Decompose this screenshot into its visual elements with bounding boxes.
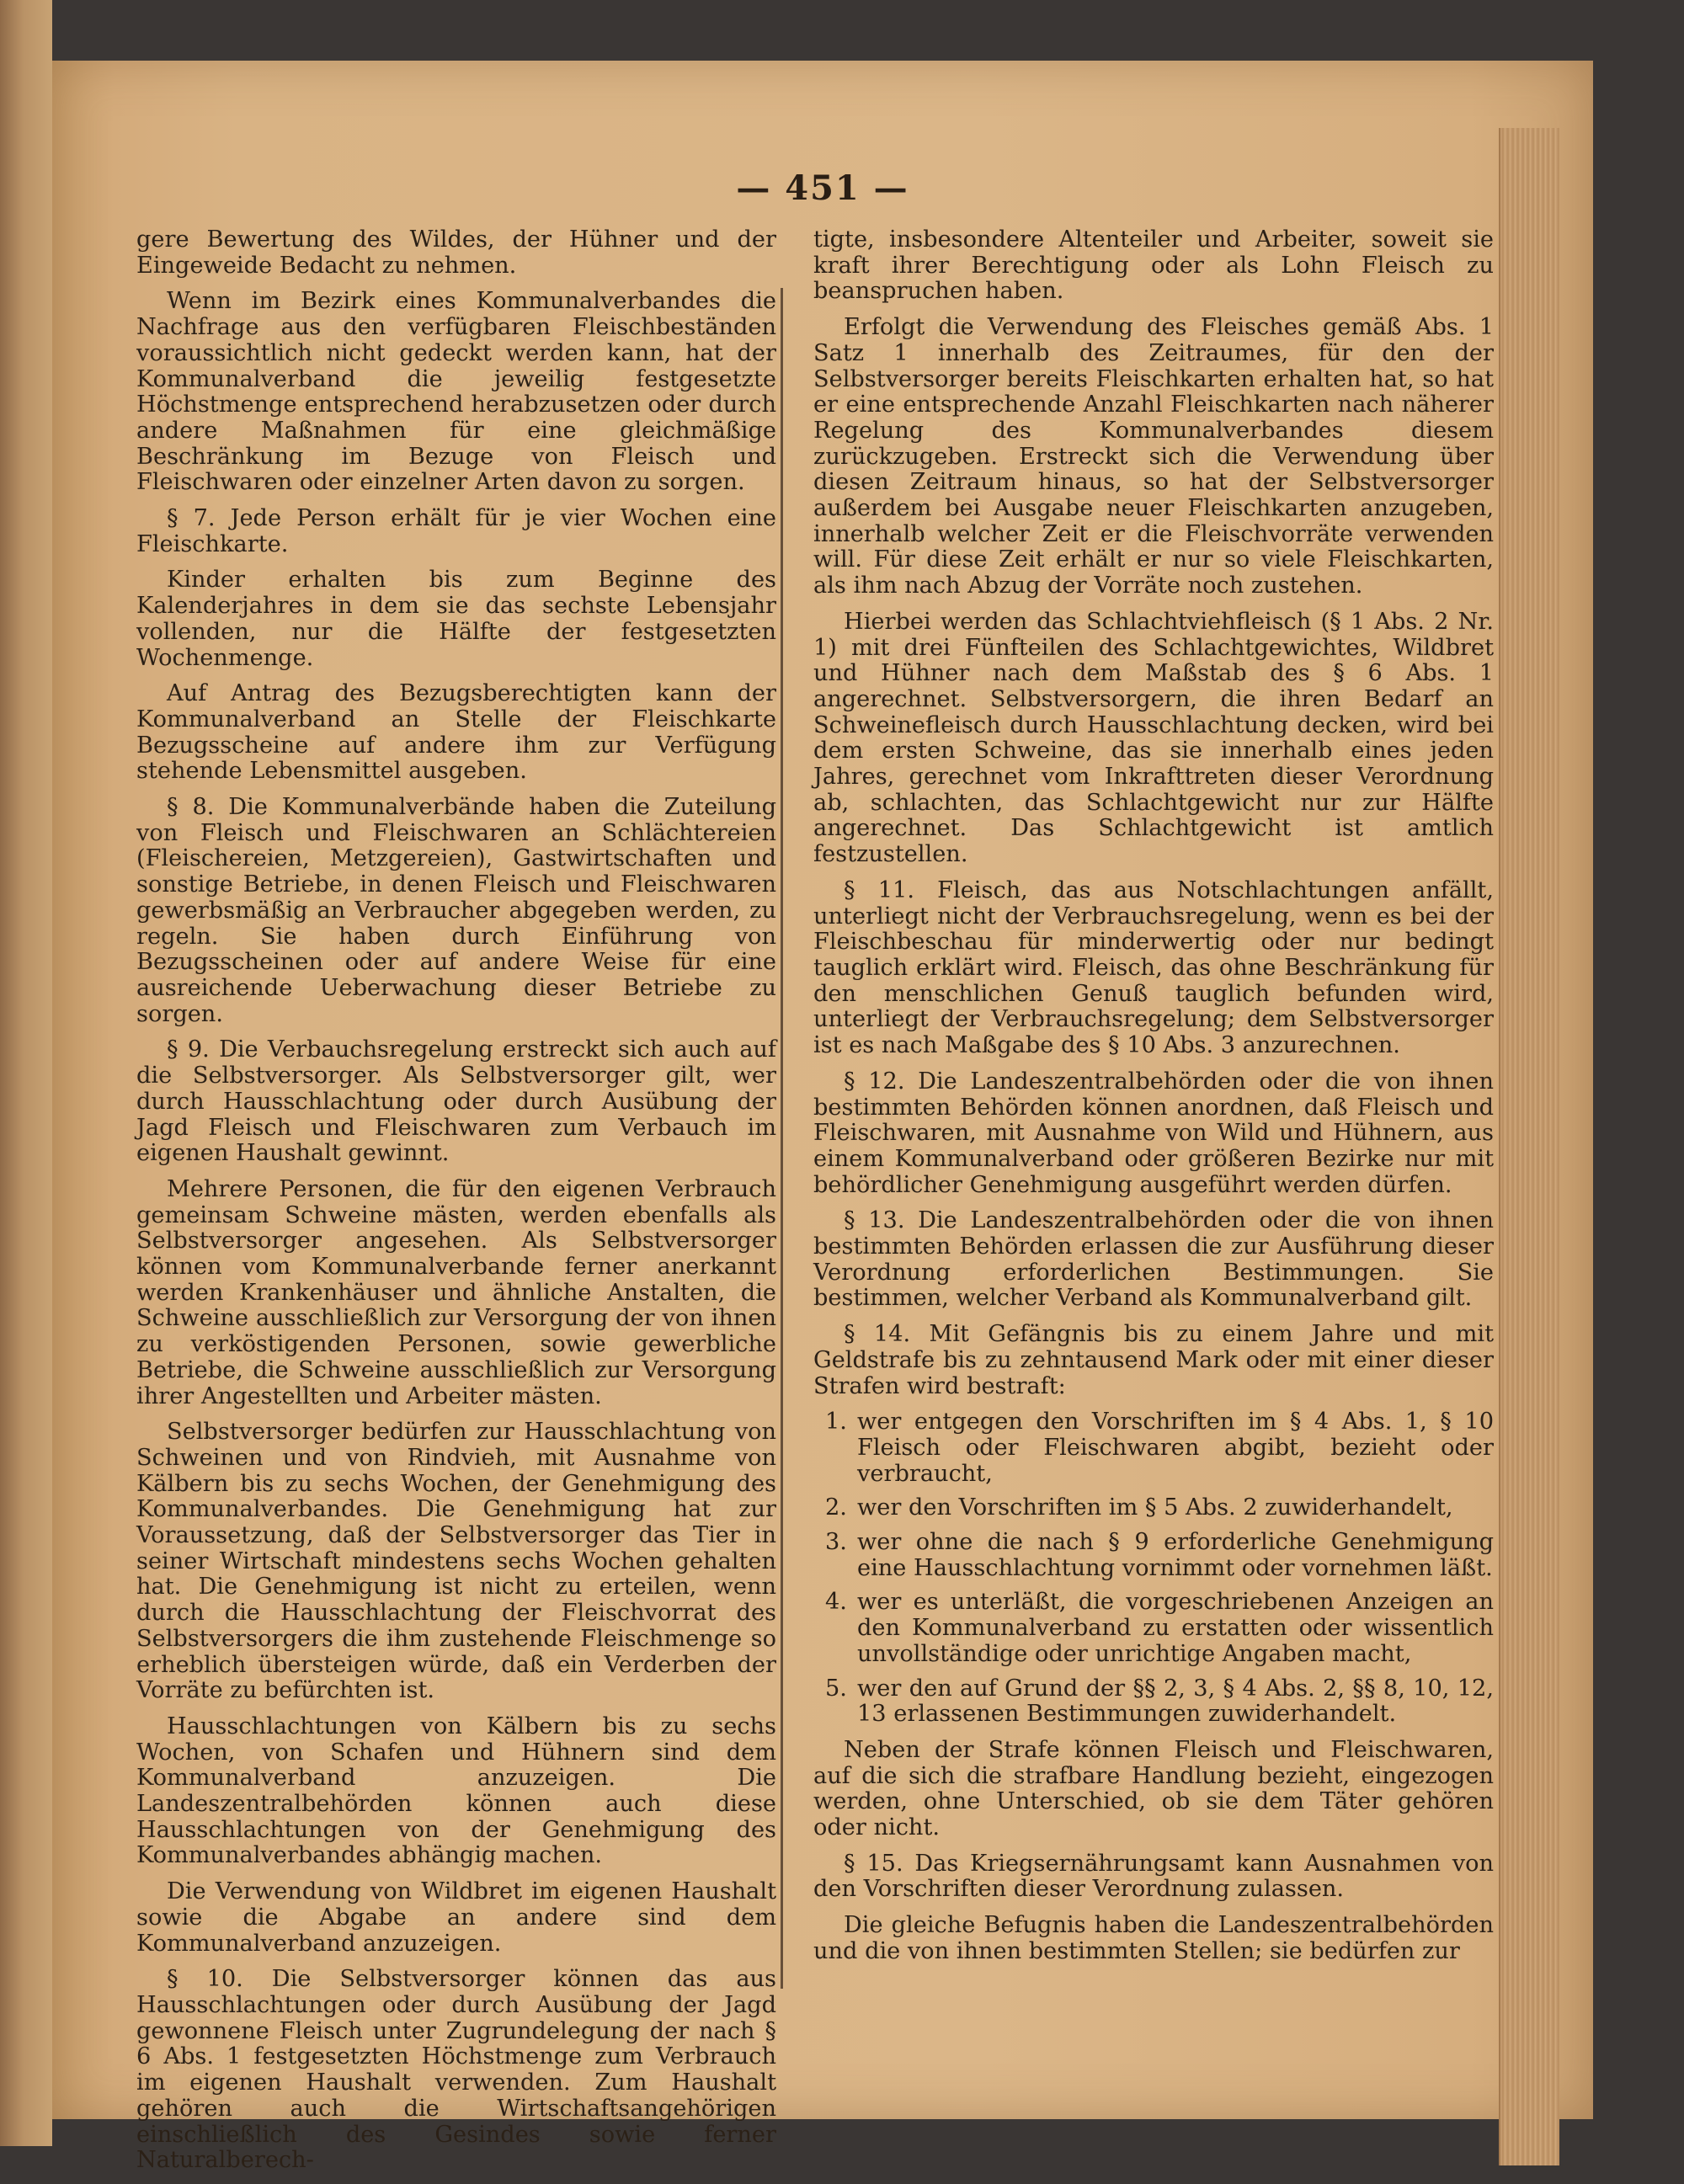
list-text: wer den auf Grund der §§ 2, 3, § 4 Abs. 2, §§ 8, 10, 12, 13 erlassenen Bestimmungen zuwiderhandelt. bbox=[857, 1675, 1494, 1728]
paragraph-section-8: § 8. Die Kommunalverbände haben die Zuteilung von Fleisch und Fleischwaren an Schlächtereien (Fleischereien, Metzgereien), Gastwirtschaften und sonstige Betriebe, in denen Fleisch und Fleischwaren gewerbsmäßig an Verbraucher abgegeben werden, zu regeln. Sie haben durch Einführung von Bezugsscheinen oder auf andere Weise für eine ausreichende Ueberwachung dieser Betriebe zu sorgen. bbox=[136, 794, 776, 1027]
paragraph-section-7: § 7. Jede Person erhält für je vier Wochen eine Fleischkarte. bbox=[136, 505, 776, 557]
paragraph-section-14: § 14. Mit Gefängnis bis zu einem Jahre und mit Geldstrafe bis zu zehntausend Mark oder mit einer dieser Strafen wird bestraft: bbox=[813, 1321, 1494, 1399]
list-text: wer es unterläßt, die vorgeschriebenen Anzeigen an den Kommunalverband zu erstatten oder wissentlich unvollständige oder unrichtige Angaben macht, bbox=[857, 1589, 1494, 1667]
paragraph: gere Bewertung des Wildes, der Hühner und der Eingeweide Bedacht zu nehmen. bbox=[136, 226, 776, 279]
list-number: 3. bbox=[825, 1529, 847, 1556]
left-text-column bbox=[136, 227, 776, 2184]
list-text: wer den Vorschriften im § 5 Abs. 2 zuwiderhandelt, bbox=[857, 1494, 1453, 1521]
paragraph-section-9: § 9. Die Verbauchsregelung erstreckt sich auch auf die Selbstversorger. Als Selbstversorger gilt, wer durch Hausschlachtung oder durch Ausübung der Jagd Fleisch und Fleischwaren zum Verbauch im eigenen Haushalt gewinnt. bbox=[136, 1036, 776, 1167]
list-text: wer ohne die nach § 9 erforderliche Genehmigung eine Hausschlachtung vornimmt oder vornehmen läßt. bbox=[857, 1529, 1494, 1581]
paragraph: Kinder erhalten bis zum Beginne des Kalenderjahres in dem sie das sechste Lebensjahr vollenden, nur die Hälfte der festgesetzten Wochenmenge. bbox=[136, 567, 776, 671]
book-page bbox=[52, 61, 1593, 2174]
paragraph: Neben der Strafe können Fleisch und Fleischwaren, auf die sich die strafbare Handlung bezieht, eingezogen werden, ohne Unterschied, ob sie dem Täter gehören oder nicht. bbox=[813, 1736, 1494, 1841]
paragraph-section-13: § 13. Die Landeszentralbehörden oder die von ihnen bestimmten Behörden erlassen die zur Ausführung dieser Verordnung erforderlichen Bestimmungen. Sie bestimmen, welcher Verband als Kommunalverband gilt. bbox=[813, 1207, 1494, 1312]
paragraph: Die gleiche Befugnis haben die Landeszentralbehörden und die von ihnen bestimmten Stellen; sie bedürfen zur bbox=[813, 1912, 1494, 1964]
page-number: — 451 — bbox=[736, 168, 909, 208]
list-item bbox=[813, 1495, 1494, 1521]
paragraph-section-10: § 10. Die Selbstversorger können das aus Hausschlachtungen oder durch Ausübung der Jagd gewonnene Fleisch unter Zugrundelegung der nach § 6 Abs. 1 festgesetzten Höchstmenge zum Verbrauch im eigenen Haushalt verwenden. Zum Haushalt gehören auch die Wirtschaftsangehörigen einschließlich des Gesindes sowie ferner Naturalberech- bbox=[136, 1966, 776, 2174]
right-text-column bbox=[813, 227, 1494, 1975]
list-number: 1. bbox=[825, 1409, 847, 1436]
list-number: 2. bbox=[825, 1494, 847, 1521]
paragraph: Mehrere Personen, die für den eigenen Verbrauch gemeinsam Schweine mästen, werden ebenfalls als Selbstversorger angesehen. Als Selbstversorger können vom Kommunalverbande ferner anerkannt werden Krankenhäuser und ähnliche Anstalten, die Schweine ausschließlich zur Versorgung der von ihnen zu verköstigenden Personen, sowie gewerbliche Betriebe, die Schweine ausschließlich zur Versorgung ihrer Angestellten und Arbeiter mästen. bbox=[136, 1175, 776, 1409]
list-number: 4. bbox=[825, 1589, 847, 1616]
paragraph-section-15: § 15. Das Kriegsernährungsamt kann Ausnahmen von den Vorschriften dieser Verordnung zulassen. bbox=[813, 1850, 1494, 1903]
paragraph: Hierbei werden das Schlachtviehfleisch (§ 1 Abs. 2 Nr. 1) mit drei Fünfteilen des Schlachtgewichtes, Wildbret und Hühner nach dem Maßstab des § 6 Abs. 1 angerechnet. Selbstversorgern, die ihren Bedarf an Schweinefleisch durch Hausschlachtung decken, wird bei dem ersten Schweine, das sie innerhalb eines jeden Jahres, gerechnet vom Inkrafttreten dieser Verordnung ab, schlachten, das Schlachtgewicht nur zur Hälfte angerechnet. Das Schlachtgewicht ist amtlich festzustellen. bbox=[813, 608, 1494, 868]
column-divider bbox=[781, 288, 783, 1989]
page-edge-stack bbox=[1499, 128, 1559, 2165]
list-text: wer entgegen den Vorschriften im § 4 Abs. 1, § 10 Fleisch oder Fleischwaren abgibt, bezieht oder verbraucht, bbox=[857, 1409, 1494, 1487]
book-spine-edge bbox=[0, 0, 52, 2146]
paragraph: Erfolgt die Verwendung des Fleisches gemäß Abs. 1 Satz 1 innerhalb des Zeitraumes, für den der Selbstversorger bereits Fleischkarten erhalten hat, so hat er eine entsprechende Anzahl Fleischkarten nach näherer Regelung des Kommunalverbandes diesem zurückzugeben. Erstreckt sich die Verwendung über diesen Zeitraum hinaus, so hat der Selbstversorger außerdem bei Ausgabe neuer Fleischkarten anzugeben, innerhalb welcher Zeit er die Fleischvorräte verwenden will. Für diese Zeit erhält er nur so viele Fleischkarten, als ihm nach Abzug der Vorräte noch zustehen. bbox=[813, 314, 1494, 599]
list-item bbox=[813, 1676, 1494, 1728]
paragraph: Auf Antrag des Bezugsberechtigten kann der Kommunalverband an Stelle der Fleischkarte Bezugsscheine auf andere ihm zur Verfügung stehende Lebensmittel ausgeben. bbox=[136, 680, 776, 785]
list-item bbox=[813, 1590, 1494, 1667]
paragraph-section-11: § 11. Fleisch, das aus Notschlachtungen anfällt, unterliegt nicht der Verbrauchsregelung, wenn es bei der Fleischbeschau für minderwertig oder nur bedingt tauglich erklärt wird. Fleisch, das ohne Beschränkung für den menschlichen Genuß tauglich befunden wird, unterliegt der Verbrauchsregelung; dem Selbstversorger ist es nach Maßgabe des § 10 Abs. 3 anzurechnen. bbox=[813, 876, 1494, 1059]
paragraph: Wenn im Bezirk eines Kommunalverbandes die Nachfrage aus den verfügbaren Fleischbeständen voraussichtlich nicht gedeckt werden kann, hat der Kommunalverband die jeweilig festgesetzte Höchstmenge entsprechend herabzusetzen oder durch andere Maßnahmen für eine gleichmäßige Beschränkung im Bezuge von Fleisch und Fleischwaren oder einzelner Arten davon zu sorgen. bbox=[136, 288, 776, 496]
list-item bbox=[813, 1409, 1494, 1487]
paragraph: Hausschlachtungen von Kälbern bis zu sechs Wochen, von Schafen und Hühnern sind dem Kommunalverband anzuzeigen. Die Landeszentralbehörden können auch diese Hausschlachtungen von der Genehmigung des Kommunalverbandes abhängig machen. bbox=[136, 1713, 776, 1869]
list-number: 5. bbox=[825, 1675, 847, 1702]
paragraph: Selbstversorger bedürfen zur Hausschlachtung von Schweinen und von Rindvieh, mit Ausnahme von Kälbern bis zu sechs Wochen, der Genehmigung des Kommunalverbandes. Die Genehmigung hat zur Voraussetzung, daß der Selbstversorger das Tier in seiner Wirtschaft mindestens sechs Wochen gehalten hat. Die Genehmigung ist nicht zu erteilen, wenn durch die Hausschlachtung der Fleischvorrat des Selbstversorgers die ihm zustehende Fleischmenge so erheblich übersteigen würde, daß ein Verderben der Vorräte zu befürchten ist. bbox=[136, 1419, 776, 1704]
penalty-list bbox=[813, 1409, 1494, 1728]
paragraph: Die Verwendung von Wildbret im eigenen Haushalt sowie die Abgabe an andere sind dem Kommunalverband anzuzeigen. bbox=[136, 1878, 776, 1957]
paragraph-section-12: § 12. Die Landeszentralbehörden oder die von ihnen bestimmten Behörden können anordnen, daß Fleisch und Fleischwaren, mit Ausnahme von Wild und Hühnern, aus einem Kommunalverband oder größeren Bezirke nur mit behördlicher Genehmigung ausgeführt werden dürfen. bbox=[813, 1068, 1494, 1198]
paragraph: tigte, insbesondere Altenteiler und Arbeiter, soweit sie kraft ihrer Berechtigung oder als Lohn Fleisch zu beanspruchen haben. bbox=[813, 226, 1494, 305]
list-item bbox=[813, 1530, 1494, 1581]
